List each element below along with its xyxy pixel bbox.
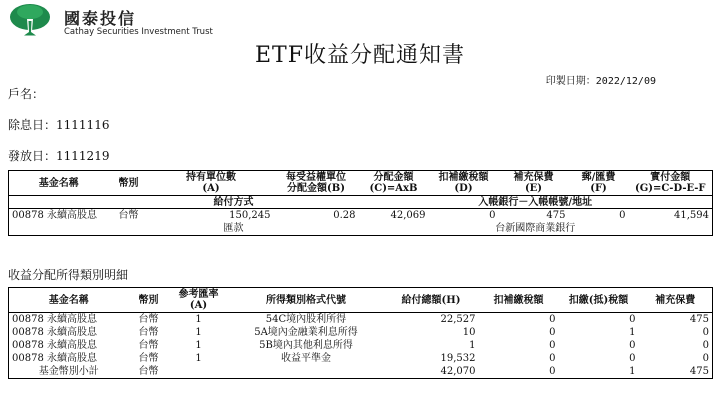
cell-bank: 台新國際商業銀行 (495, 223, 576, 234)
cell-rate: 1 (195, 327, 202, 338)
cell-method: 匯款 (223, 223, 244, 234)
cell-supp: 0 (702, 353, 709, 364)
tree-logo-icon (8, 3, 52, 37)
cell-dist: 42,069 (390, 210, 426, 221)
col-fund-name: 基金名稱 (38, 177, 79, 189)
cell-type: 收益平準金 (281, 353, 331, 364)
cell-fee: 0 (619, 210, 626, 221)
col-amount-l1: 每受益權單位 (286, 172, 346, 183)
table-row (9, 339, 713, 352)
cell-currency: 台幣 (118, 210, 139, 221)
distribution-table (8, 170, 713, 236)
ex-dividend-date-field (8, 116, 109, 133)
col-tax: 扣補繳稅額 (479, 288, 559, 313)
ex-dividend-date-value: 1111116 (56, 118, 110, 132)
cell-supp: 0 (702, 340, 709, 351)
col-tax-l1: 扣補繳稅額 (438, 172, 489, 183)
col-dist (359, 171, 429, 196)
cell-type: 5A境內金融業利息所得 (254, 327, 358, 338)
col-total: 給付總額(H) (384, 288, 479, 313)
cell-fund: 00878 永續高股息 (12, 353, 97, 364)
table-header-row (9, 171, 713, 196)
col-rate-l1: 參考匯率 (178, 289, 219, 300)
col-fund-name: 基金名稱 (9, 288, 129, 313)
table-row (9, 209, 713, 223)
table-row (9, 326, 713, 339)
cell-currency: 台幣 (138, 353, 159, 364)
cell-supp: 475 (689, 314, 709, 325)
brand-logo (8, 3, 213, 39)
table-header-row (9, 288, 713, 313)
col-supp: 補充保費 (639, 288, 713, 313)
account-name-label: 戶名： (8, 87, 45, 101)
col-units-l2: (A) (202, 183, 220, 194)
col-units (149, 171, 274, 196)
cell-supp: 0 (702, 327, 709, 338)
cell-subtotal-label: 基金幣別小計 (38, 366, 99, 377)
col-units-l1: 持有單位數 (186, 172, 236, 183)
account-name-field (8, 85, 44, 102)
cell-type: 54C境內股利所得 (265, 314, 347, 325)
payment-date-value: 1111219 (56, 149, 110, 163)
col-supp-l1: 補充保費 (513, 172, 554, 183)
col-fee-l2: (F) (590, 183, 607, 194)
col-rate-l2: (A) (189, 300, 208, 311)
cell-amount: 0.28 (333, 210, 356, 221)
cell-total: 1 (469, 340, 476, 351)
col-fee (569, 171, 629, 196)
cell-type: 5B境內其他利息所得 (259, 340, 353, 351)
col-dist-l1: 分配金額 (373, 172, 414, 183)
col-tax-l2: (D) (454, 183, 473, 194)
col-currency: 幣別 (118, 177, 139, 189)
cell-pay: 41,594 (674, 210, 709, 221)
col-dist-l2: (C)=AxB (369, 183, 418, 194)
col-rate (169, 288, 229, 313)
cell-credit: 1 (629, 366, 636, 377)
page-title: ETF收益分配通知書 (255, 43, 465, 68)
cell-total: 22,527 (440, 314, 476, 325)
col-tax (429, 171, 499, 196)
section-title: 收益分配所得類別明細 (8, 268, 129, 282)
table-row-method (9, 222, 713, 236)
col-fee-l1: 郵/匯費 (581, 172, 616, 183)
col-supp (499, 171, 569, 196)
cell-currency: 台幣 (138, 340, 159, 351)
col-pay-l2: (G)=C-D-E-F (634, 183, 706, 194)
table-row (9, 313, 713, 327)
table-row (9, 352, 713, 365)
cell-supp: 475 (689, 366, 709, 377)
cell-fund: 00878 永續高股息 (12, 340, 97, 351)
col-income-type: 所得類別格式代號 (229, 288, 384, 313)
col-amount-l2: 分配金額(B) (287, 183, 345, 194)
table-subheader-row (9, 196, 713, 209)
table-body (9, 313, 713, 366)
cell-credit: 0 (629, 353, 636, 364)
payment-date-field (8, 147, 109, 164)
col-credit: 扣繳(抵)稅額 (559, 288, 639, 313)
ex-dividend-date-label: 除息日： (8, 118, 57, 132)
cell-tax: 0 (549, 366, 556, 377)
cell-credit: 0 (629, 340, 636, 351)
col-method: 給付方式 (109, 196, 359, 209)
col-pay-l1: 實付金額 (650, 172, 691, 183)
payment-date-label: 發放日： (8, 149, 57, 163)
col-bank: 入帳銀行－入帳帳號/地址 (359, 196, 713, 209)
brand-name-en: Cathay Securities Investment Trust (64, 27, 213, 37)
col-supp-l2: (E) (524, 183, 543, 194)
cell-fund: 00878 永續高股息 (12, 327, 97, 338)
col-pay (629, 171, 713, 196)
cell-fund-name: 00878 永續高股息 (12, 210, 97, 221)
income-breakdown-table (8, 287, 713, 379)
cell-tax: 0 (549, 353, 556, 364)
cell-credit: 0 (629, 314, 636, 325)
col-amount (274, 171, 359, 196)
cell-total: 42,070 (440, 366, 476, 377)
cell-tax: 0 (489, 210, 496, 221)
cell-tax: 0 (549, 327, 556, 338)
cell-credit: 1 (629, 327, 636, 338)
col-currency: 幣別 (129, 288, 169, 313)
cell-fund: 00878 永續高股息 (12, 314, 97, 325)
cell-supp: 475 (546, 210, 566, 221)
brand-name-cn: 國泰投信 (64, 9, 137, 28)
cell-currency: 台幣 (138, 327, 159, 338)
cell-rate: 1 (195, 340, 202, 351)
subtotal-row (9, 365, 713, 379)
cell-tax: 0 (549, 340, 556, 351)
cell-total: 19,532 (440, 353, 476, 364)
cell-tax: 0 (549, 314, 556, 325)
cell-currency: 台幣 (138, 366, 159, 377)
cell-rate: 1 (195, 353, 202, 364)
cell-rate: 1 (195, 314, 202, 325)
cell-units: 150,245 (229, 210, 271, 221)
cell-total: 10 (462, 327, 476, 338)
cell-currency: 台幣 (138, 314, 159, 325)
print-date: 印製日期：2022/12/09 (545, 76, 656, 87)
